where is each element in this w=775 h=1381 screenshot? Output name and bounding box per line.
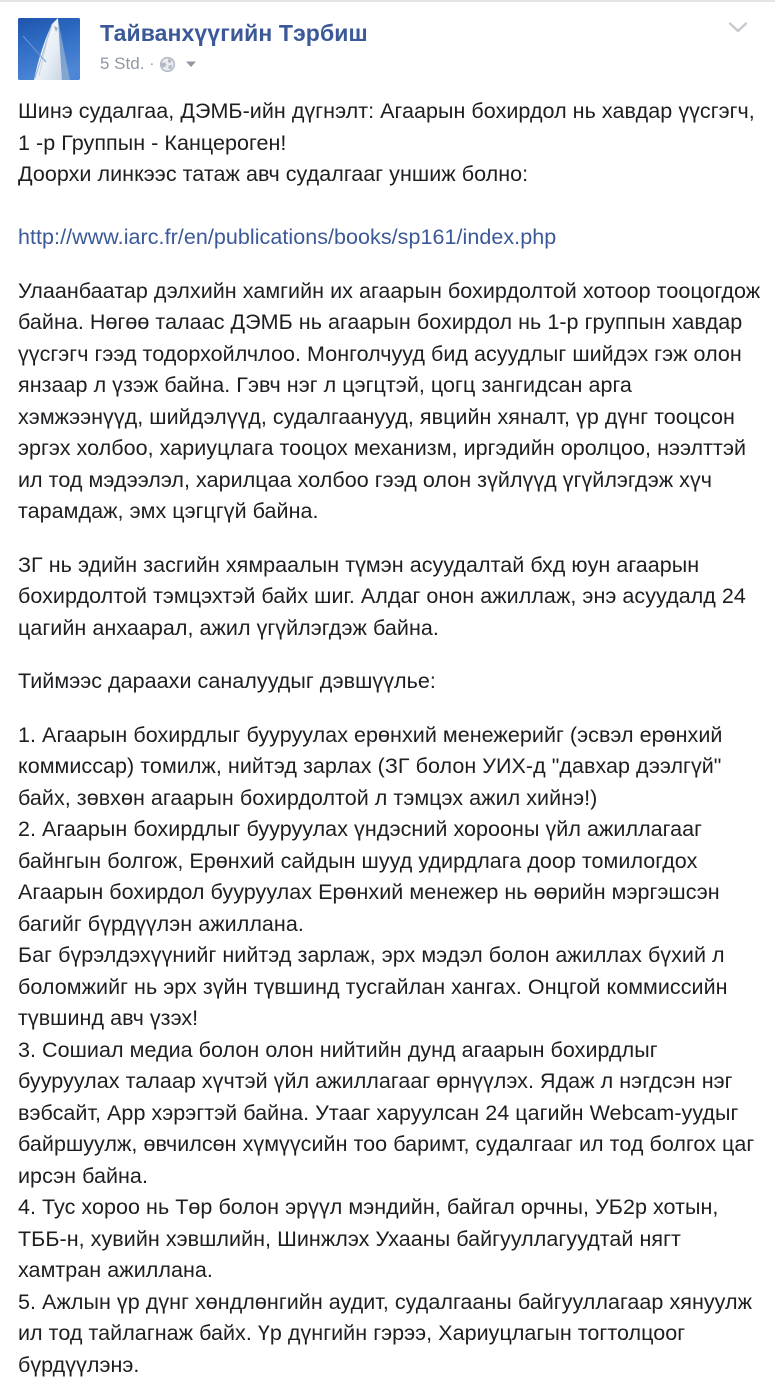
post-list-items-1-2: 1. Агаарын бохирдлыг бууруулах ерөнхий менежерийг (эсвэл ерөнхий коммиссар) томилж, нийтэд зарлах (ЗГ болон УИХ-д "давхар дээлгүй" байх, зөвхөн агаарын бохирдолтой л тэмцэх ажил хийнэ!) 2. Агаарын бохирдлыг бууруулах үндэсний хорооны үйл ажиллагааг байнгын болгож, Ерөнхий сайдын шууд удирдлага доор томилогдох Агаарын бохирдол бууруулах Ерөнхий менежер нь өөрийн мэргэшсэн багийг бүрдүүлэн ажиллана. [18,722,723,936]
audience-chevron-down-icon[interactable] [184,57,198,71]
avatar[interactable] [18,18,80,80]
globe-icon[interactable] [159,56,176,73]
sailboat-photo-icon [18,18,80,80]
post-link-line [18,191,763,254]
post-paragraph-1: Улаанбаатар дэлхийн хамгийн их агаарын бохирдолтой хотоор тооцогдож байна. Нөгөө талаас ДЭМБ нь агаарын бохирдол нь 1-р группын хавдар үүсгэгч гээд тодорхойлчлоо. Монголчууд бид асуудлыг шийдэх гэж олон янзаар л үзэж байна. Гэвч нэг л цэгцтэй, цогц зангидсан арга хэмжээнүүд, шийдэлүүд, судалгаанууд, явцийн хяналт, үр дүнг тооцсон эргэх холбоо, хариуцлага тооцох механизм, иргэдийн оролцоо, нээлттэй ил тод мэдээлэл, харилцаа холбоо гээд олон зүйлүүд үгүйлэгдэж хүч тарамдаж, эмх цэгцгүй байна. [18,278,761,523]
post-timestamp[interactable]: 5 Std. [100,54,145,73]
post-header-text [100,18,368,74]
post-header [0,2,775,80]
author-name[interactable]: Тайванхүүгийн Тэрбиш [100,20,368,46]
post-meta [100,54,368,74]
post-menu-button[interactable] [727,20,749,34]
post-paragraph-2: ЗГ нь эдийн засгийн хямраалын түмэн асуудалтай бхд юун агаарын бохирдолтой тэмцэхтэй байх шиг. Алдаг онон ажиллаж, энэ асуудалд 24 цагийн анхаарал, ажил үгүйлэгдэж байна. [18,552,746,640]
post-list-items-3-5: Баг бүрэлдэхүүнийг нийтэд зарлаж, эрх мэдэл болон ажиллах бүхий л боломжийг нь эрх зүйн түвшинд тусгайлан хангах. Онцгой коммиссийн түвшинд авч үзэх! 3. Сошиал медиа болон олон нийтийн дунд агаарын бохирдлыг бууруулах талаар хүчтэй үйл ажиллагааг өрнүүлэх. Ядаж л нэгдсэн нэг вэбсайт, App хэрэгтэй байна. Утааг харуулсан 24 цагийн Webcam-уудыг байршуулж, өвчилсөн хүмүүсийн тоо баримт, судалгааг ил тод болгох цаг ирсэн байна. 4. Тус хороо нь Төр болон эрүүл мэндийн, байгал орчны, УБ2р хотын, ТББ-н, хувийн хэвшлийн, Шинжлэх Ухааны байгууллагуудтай нягт хамтран ажиллана. 5. Ажлын үр дүнг хөндлөнгийн аудит, судалгааны байгууллагаар хянуулж ил тод тайлагнаж байх. Үр дүнгийн гэрээ, Хариуцлагын тогтолцоог бүрдүүлэнэ. [18,943,755,1377]
study-link[interactable]: http://www.iarc.fr/en/publications/books/sp161/index.php [18,225,557,249]
post-paragraph-intro: Шинэ судалгаа, ДЭМБ-ийн дүгнэлт: Агаарын бохирдол нь хавдар үүсгэгч, 1 -р Группын - Канцероген! Доорхи линкээс татаж авч судалгааг уншиж болно: [18,99,755,186]
post-body [0,80,775,1381]
post-paragraph-3: Тиймээс дараахи саналуудыг дэвшүүлье: [18,669,436,693]
chevron-down-icon [727,20,749,34]
meta-separator: · [149,55,155,72]
